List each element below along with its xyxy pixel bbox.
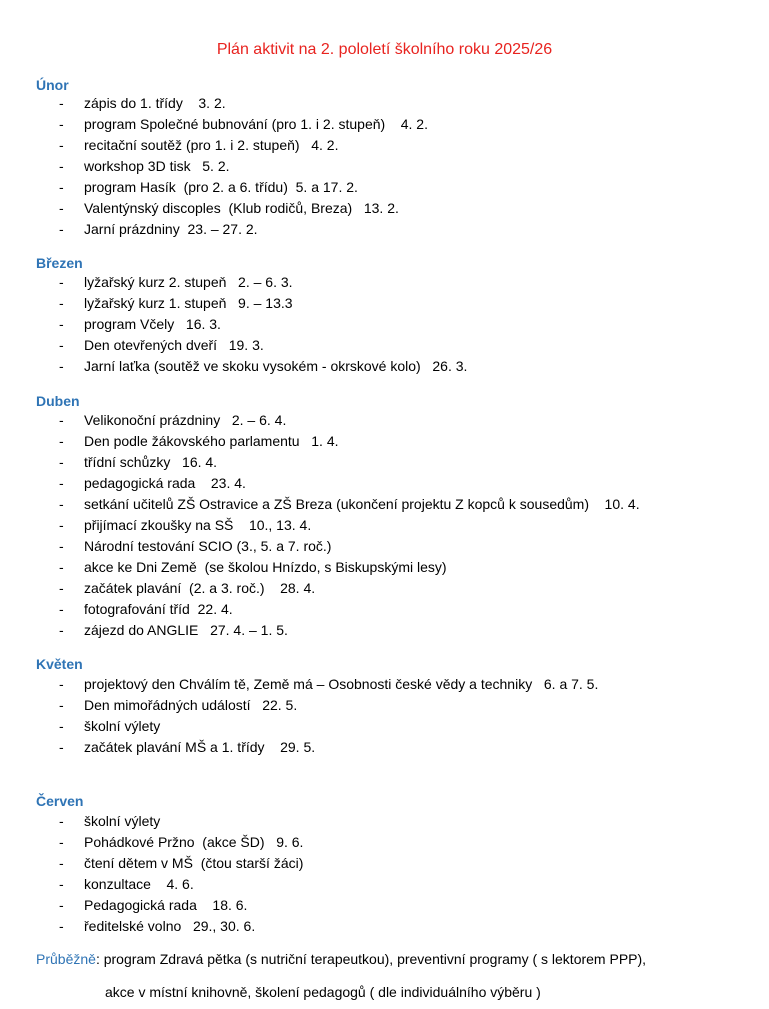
section-heading-cerven: Červen — [36, 793, 84, 809]
list-bullet: - — [59, 697, 64, 713]
ongoing-note-line-1 — [36, 949, 646, 969]
list-bullet: - — [59, 676, 64, 692]
list-bullet: - — [59, 918, 64, 934]
list-bullet: - — [59, 412, 64, 428]
list-bullet: - — [59, 855, 64, 871]
ongoing-note-line-2: akce v místní knihovně, školení pedagogů ( dle individuálního výběru ) — [105, 984, 541, 1000]
list-bullet: - — [59, 897, 64, 913]
list-bullet: - — [59, 876, 64, 892]
list-bullet: - — [59, 454, 64, 470]
list-bullet: - — [59, 295, 64, 311]
list-bullet: - — [59, 358, 64, 374]
list-bullet: - — [59, 137, 64, 153]
list-bullet: - — [59, 274, 64, 290]
list-bullet: - — [59, 200, 64, 216]
list-bullet: - — [59, 116, 64, 132]
list-bullet: - — [59, 559, 64, 575]
list-bullet: - — [59, 739, 64, 755]
list-bullet: - — [59, 813, 64, 829]
list-bullet: - — [59, 433, 64, 449]
list-bullet: - — [59, 601, 64, 617]
list-bullet: - — [59, 337, 64, 353]
ongoing-label: Průběžně — [36, 951, 96, 967]
list-bullet: - — [59, 221, 64, 237]
list-bullet: - — [59, 517, 64, 533]
list-bullet: - — [59, 95, 64, 111]
section-heading-brezen: Březen — [36, 255, 83, 271]
list-bullet: - — [59, 496, 64, 512]
ongoing-text: : program Zdravá pětka (s nutriční terapeutkou), preventivní programy ( s lektorem PPP), — [95, 951, 647, 967]
list-bullet: - — [59, 179, 64, 195]
list-bullet: - — [59, 475, 64, 491]
list-bullet: - — [59, 622, 64, 638]
page-title: Plán aktivit na 2. pololetí školního roku 2025/26 — [216, 41, 553, 58]
section-heading-kveten: Květen — [36, 656, 83, 672]
section-heading-unor: Únor — [36, 77, 69, 93]
document-page: Plán aktivit na 2. pololetí školního roku 2025/26 Únor - zápis do 1. třídy 3. 2. - program Společné bubnování (pro 1. i 2. stupeň) 4. 2. - recitační soutěž (pro 1. i 2. stupeň) 4. 2. - workshop 3D tisk 5. 2. - program Hasík (pro 2. a 6. třídu) 5. a 17. 2. - Valentýnský discoples (Klub rodičů, Breza) 13. 2. - Jarní prázdniny 23. – 27. 2. Březen - lyžařský kurz 2. stupeň 2. – 6. 3. - lyžařský kurz 1. stupeň 9. – 13.3 - program Včely 16. 3. - Den otevřených dveří 19. 3. - Jarní laťka (soutěž ve skoku vysokém - okrskové kolo) 26. 3. Duben - Velikonoční prázdniny 2. – 6. 4. - Den podle žákovského parlamentu 1. 4. - třídní schůzky 16. 4. - pedagogická rada 23. 4. - setkání učitelů ZŠ Ostravice a ZŠ Breza (ukončení projektu Z kopců k sousedům) 10. 4. - přijímací zkoušky na SŠ 10., 13. 4. - Národní testování SCIO (3., 5. a 7. roč.) - akce ke Dni Země (se školou Hnízdo, s Biskupskými lesy) - začátek plavání (2. a 3. roč.) 28. 4. - fotografování tříd 22. 4. - zájezd do ANGLIE 27. 4. – 1. 5. Květen - projektový den Chválím tě, Země má – Osobnosti české vědy a techniky 6. a 7. 5. - Den mimořádných událostí 22. 5. - školní výlety - začátek plavání MŠ a 1. třídy 29. 5. Červen - školní výlety - Pohádkové Pržno (akce ŠD) 9. 6. - čtení dětem v MŠ (čtou starší žáci) - konzultace 4. 6. - Pedagogická rada 18. 6. - ředitelské volno 29., 30. 6. Průběžně: program Zdravá pětka (s nutriční terapeutkou), preventivní programy ( s lektorem PPP), akce v místní knihovně, školení pedagogů ( dle individuálního výběru ) — [0, 0, 769, 1009]
section-heading-duben: Duben — [36, 393, 80, 409]
list-bullet: - — [59, 538, 64, 554]
list-bullet: - — [59, 316, 64, 332]
list-bullet: - — [59, 158, 64, 174]
list-bullet: - — [59, 580, 64, 596]
list-bullet: - — [59, 718, 64, 734]
list-bullet: - — [59, 834, 64, 850]
